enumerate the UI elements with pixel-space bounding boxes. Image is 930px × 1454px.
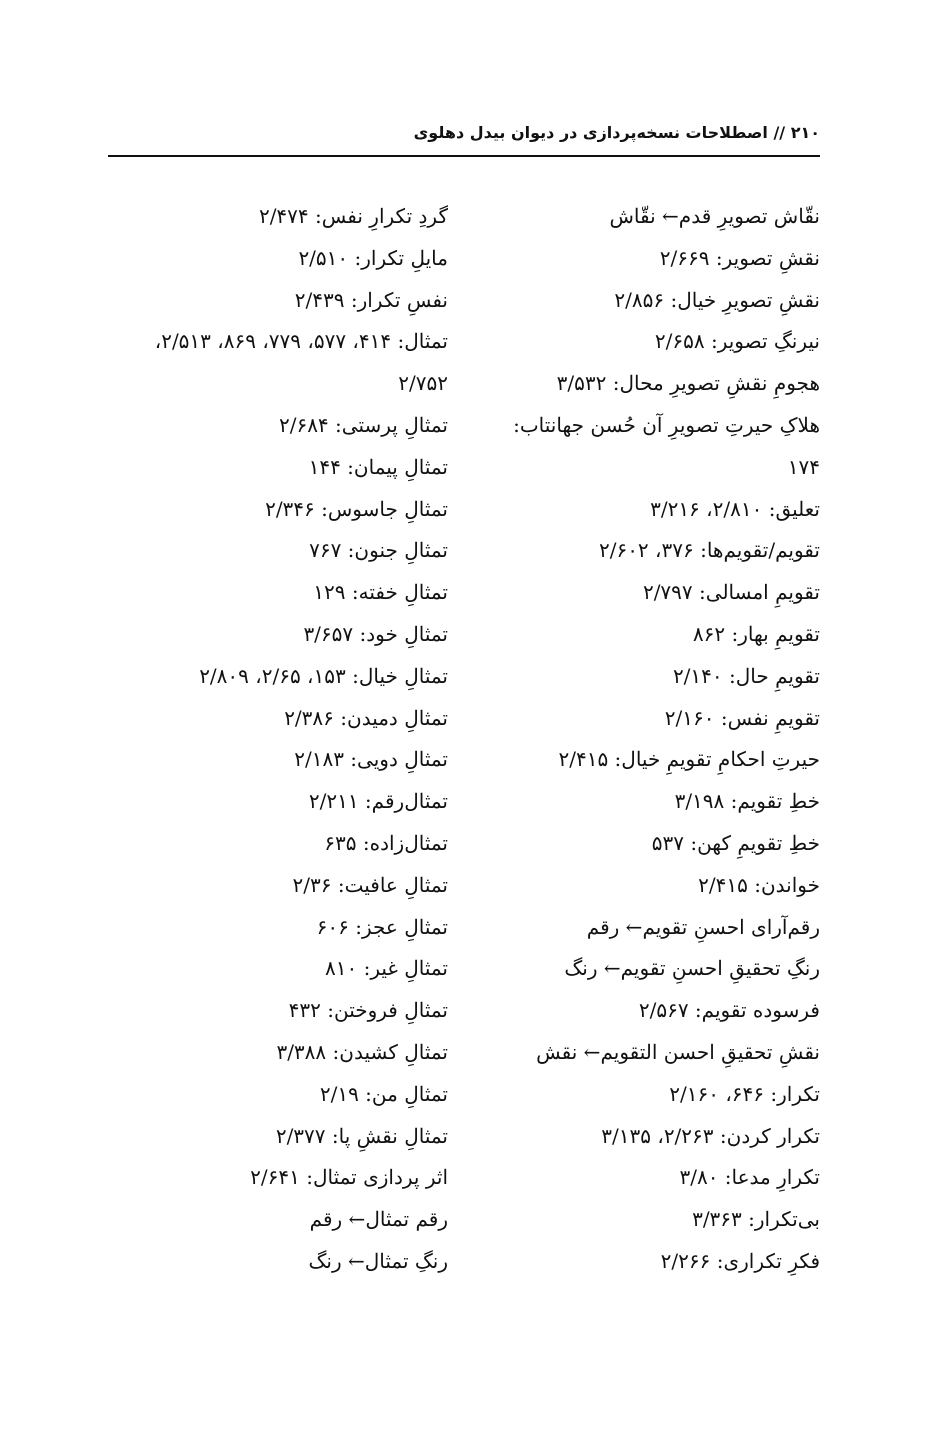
index-entry: تمثالِ عافیت: ۲/۳۶ bbox=[292, 872, 448, 897]
index-entry: رنگِ تحقیقِ احسنِ تقویم← رنگ bbox=[564, 956, 820, 981]
page-number: ۲۱۰ bbox=[790, 123, 820, 142]
index-entry: فکرِ تکراری: ۲/۲۶۶ bbox=[660, 1248, 820, 1273]
index-entry: نیرنگِ تصویر: ۲/۶۵۸ bbox=[654, 329, 820, 354]
index-entry: رقم‌آرای احسنِ تقویم← رقم bbox=[586, 914, 820, 939]
index-entry: تمثالِ خود: ۳/۶۵۷ bbox=[303, 621, 448, 646]
index-entry: تمثالِ پرستی: ۲/۶۸۴ bbox=[278, 412, 448, 437]
index-column-left bbox=[98, 196, 448, 1283]
index-entry: تمثالِ دمیدن: ۲/۳۸۶ bbox=[284, 705, 448, 730]
index-entry: تمثالِ جنون: ۷۶۷ bbox=[309, 538, 448, 563]
index-entry: حیرتِ احکامِ تقویمِ خیال: ۲/۴۱۵ bbox=[558, 747, 820, 772]
index-entry: تکرار: ۶۴۶، ۲/۱۶۰ bbox=[669, 1081, 820, 1106]
index-entry: تمثال‌رقم: ۲/۲۱۱ bbox=[308, 789, 448, 814]
index-column-right bbox=[460, 196, 820, 1283]
index-entry: تمثالِ پیمان: ۱۴۴ bbox=[308, 454, 448, 479]
index-entry-continuation: ۲/۷۵۲ bbox=[398, 371, 448, 396]
index-entry: نقشِ تحقیقِ احسن التقویم← نقش bbox=[536, 1039, 820, 1064]
index-entry: رقم تمثال← رقم bbox=[309, 1207, 448, 1232]
header-separator: // bbox=[773, 123, 786, 142]
index-entry: اثر پردازی تمثال: ۲/۶۴۱ bbox=[250, 1165, 448, 1190]
index-entry: رنگِ تمثال← رنگ bbox=[308, 1248, 448, 1273]
index-entry: تقویمِ نفس: ۲/۱۶۰ bbox=[664, 705, 820, 730]
index-entry: تقویم/تقویم‌ها: ۳۷۶، ۲/۶۰۲ bbox=[598, 538, 820, 563]
index-entry: تمثال: ۴۱۴، ۵۷۷، ۷۷۹، ۸۶۹، ۲/۵۱۳، bbox=[154, 329, 448, 354]
index-entry: تمثالِ جاسوس: ۲/۳۴۶ bbox=[265, 496, 448, 521]
index-entry: هجومِ نقشِ تصویرِ محال: ۳/۵۳۲ bbox=[556, 371, 820, 396]
index-entry: تمثالِ خفته: ۱۲۹ bbox=[313, 580, 448, 605]
index-entry: فرسوده تقویم: ۲/۵۶۷ bbox=[638, 998, 820, 1023]
running-title: اصطلاحات نسخه‌پردازی در دیوان بیدل دهلوی bbox=[413, 123, 768, 142]
index-entry: گردِ تکرارِ نفس: ۲/۴۷۴ bbox=[258, 204, 448, 228]
index-entry: نقّاش تصویرِ قدم← نقّاش bbox=[609, 204, 820, 228]
index-entry: تمثالِ من: ۲/۱۹ bbox=[319, 1081, 448, 1106]
index-entry: تقویمِ امسالی: ۲/۷۹۷ bbox=[642, 580, 820, 605]
index-entry: تمثالِ خیال: ۱۵۳، ۲/۶۵، ۲/۸۰۹ bbox=[199, 663, 448, 688]
index-entry: تمثالِ نقشِ پا: ۲/۳۷۷ bbox=[275, 1123, 448, 1148]
index-entry: تکرار کردن: ۲/۲۶۳، ۳/۱۳۵ bbox=[601, 1123, 820, 1148]
index-entry: تمثالِ فروختن: ۴۳۲ bbox=[288, 998, 448, 1023]
index-entry: خواندن: ۲/۴۱۵ bbox=[698, 872, 820, 897]
index-entry-continuation: ۱۷۴ bbox=[787, 454, 820, 479]
index-entry: تمثالِ غیر: ۸۱۰ bbox=[324, 956, 448, 981]
index-entry: خطِ تقویم: ۳/۱۹۸ bbox=[674, 789, 820, 814]
header-rule bbox=[108, 155, 820, 157]
index-entry: مایلِ تکرار: ۲/۵۱۰ bbox=[298, 245, 448, 270]
index-entry: تقویمِ بهار: ۸۶۲ bbox=[692, 621, 820, 646]
index-entry: بی‌تکرار: ۳/۳۶۳ bbox=[692, 1207, 820, 1232]
index-entry: نقشِ تصویر: ۲/۶۶۹ bbox=[659, 245, 820, 270]
index-entry: تعلیق: ۲/۸۱۰، ۳/۲۱۶ bbox=[650, 496, 820, 521]
index-entry: نفسِ تکرار: ۲/۴۳۹ bbox=[294, 287, 448, 312]
running-header bbox=[108, 118, 820, 148]
index-entry: تمثالِ کشیدن: ۳/۳۸۸ bbox=[276, 1039, 448, 1064]
index-entry: هلاکِ حیرتِ تصویرِ آن حُسن جهانتاب: bbox=[513, 412, 820, 437]
index-entry: تمثال‌زاده: ۶۳۵ bbox=[324, 830, 448, 855]
index-entry: تمثالِ دویی: ۲/۱۸۳ bbox=[294, 747, 448, 772]
index-entry: خطِ تقویمِ کهن: ۵۳۷ bbox=[651, 830, 820, 855]
index-entry: تمثالِ عجز: ۶۰۶ bbox=[316, 914, 448, 939]
index-entry: تکرارِ مدعا: ۳/۸۰ bbox=[679, 1165, 820, 1190]
index-entry: تقویمِ حال: ۲/۱۴۰ bbox=[672, 663, 820, 688]
index-entry: نقشِ تصویرِ خیال: ۲/۸۵۶ bbox=[614, 287, 820, 312]
